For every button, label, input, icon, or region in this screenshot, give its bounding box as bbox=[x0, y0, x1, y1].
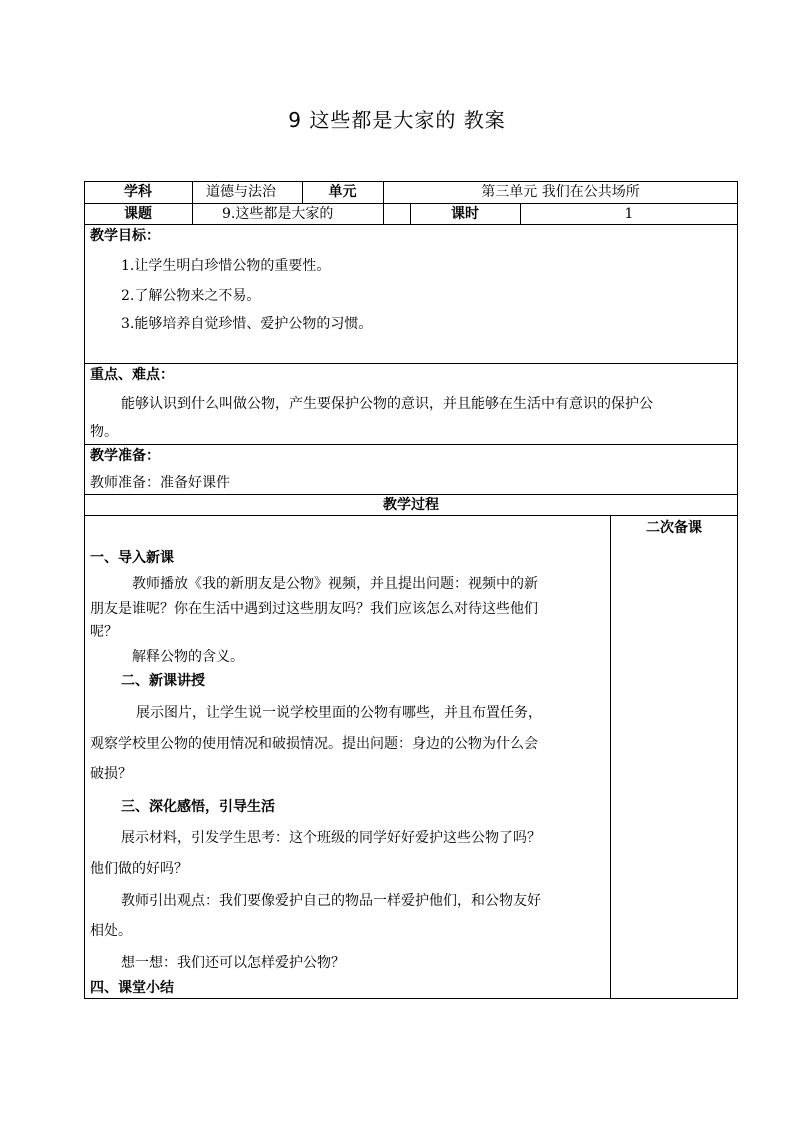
process-paragraph: 教师引出观点：我们要像爱护自己的物品一样爱护他们，和公物友好 bbox=[121, 893, 541, 909]
objective-item: 3.能够培养自觉珍惜、爱护公物的习惯。 bbox=[121, 316, 373, 332]
row-divider bbox=[84, 444, 738, 445]
process-paragraph: 解释公物的含义。 bbox=[132, 649, 244, 665]
section-heading: 一、导入新课 bbox=[90, 550, 174, 566]
key-points-text: 能够认识到什么叫做公物，产生要保护公物的意识，并且能够在生活中有意识的保护公 bbox=[121, 396, 653, 412]
section-heading: 三、深化感悟，引导生活 bbox=[121, 799, 275, 815]
unit-value: 第三单元 我们在公共场所 bbox=[481, 184, 640, 200]
process-paragraph: 想一想：我们还可以怎样爱护公物？ bbox=[121, 955, 345, 971]
objective-item: 1.让学生明白珍惜公物的重要性。 bbox=[121, 258, 331, 274]
process-heading: 教学过程 bbox=[383, 497, 439, 513]
section-heading: 二、新课讲授 bbox=[121, 673, 205, 689]
row-divider bbox=[84, 224, 738, 225]
topic-label: 课题 bbox=[124, 206, 152, 222]
key-points-text: 物。 bbox=[90, 424, 118, 440]
process-paragraph: 展示材料，引发学生思考：这个班级的同学好好爱护这些公物了吗？ bbox=[121, 830, 541, 846]
process-paragraph: 教师播放《我的新朋友是公物》视频，并且提出问题：视频中的新 bbox=[132, 576, 538, 592]
unit-label: 单元 bbox=[328, 184, 357, 200]
row-divider bbox=[84, 363, 738, 364]
process-paragraph: 相处。 bbox=[90, 923, 132, 939]
process-paragraph: 展示图片，让学生说一说学校里面的公物有哪些，并且布置任务， bbox=[136, 705, 542, 721]
second-preparation-heading: 二次备课 bbox=[646, 520, 702, 536]
process-paragraph: 呢？ bbox=[90, 624, 118, 640]
col-divider bbox=[610, 515, 611, 999]
topic-value: 9.这些都是大家的 bbox=[222, 206, 334, 222]
process-paragraph: 他们做的好吗？ bbox=[90, 861, 188, 877]
objective-item: 2.了解公物来之不易。 bbox=[121, 288, 261, 304]
document-title: 9 这些都是大家的 教案 bbox=[288, 108, 506, 132]
subject-label: 学科 bbox=[124, 184, 152, 200]
section-heading: 四、课堂小结 bbox=[90, 980, 174, 996]
preparation-text: 教师准备：准备好课件 bbox=[90, 475, 230, 491]
process-paragraph: 破损？ bbox=[90, 766, 132, 782]
col-divider bbox=[192, 181, 193, 224]
period-label: 课时 bbox=[451, 206, 479, 222]
preparation-heading: 教学准备： bbox=[90, 448, 160, 464]
process-paragraph: 朋友是谁呢？你在生活中遇到过这些朋友吗？我们应该怎么对待这些他们 bbox=[90, 601, 538, 617]
objectives-heading: 教学目标： bbox=[90, 228, 160, 244]
period-value: 1 bbox=[624, 206, 634, 222]
subject-value: 道德与法治 bbox=[206, 184, 276, 200]
key-points-heading: 重点、难点： bbox=[90, 367, 174, 383]
lesson-plan-table bbox=[84, 181, 738, 999]
process-paragraph: 观察学校里公物的使用情况和破损情况。提出问题：身边的公物为什么会 bbox=[90, 736, 538, 752]
row-divider bbox=[84, 515, 738, 516]
